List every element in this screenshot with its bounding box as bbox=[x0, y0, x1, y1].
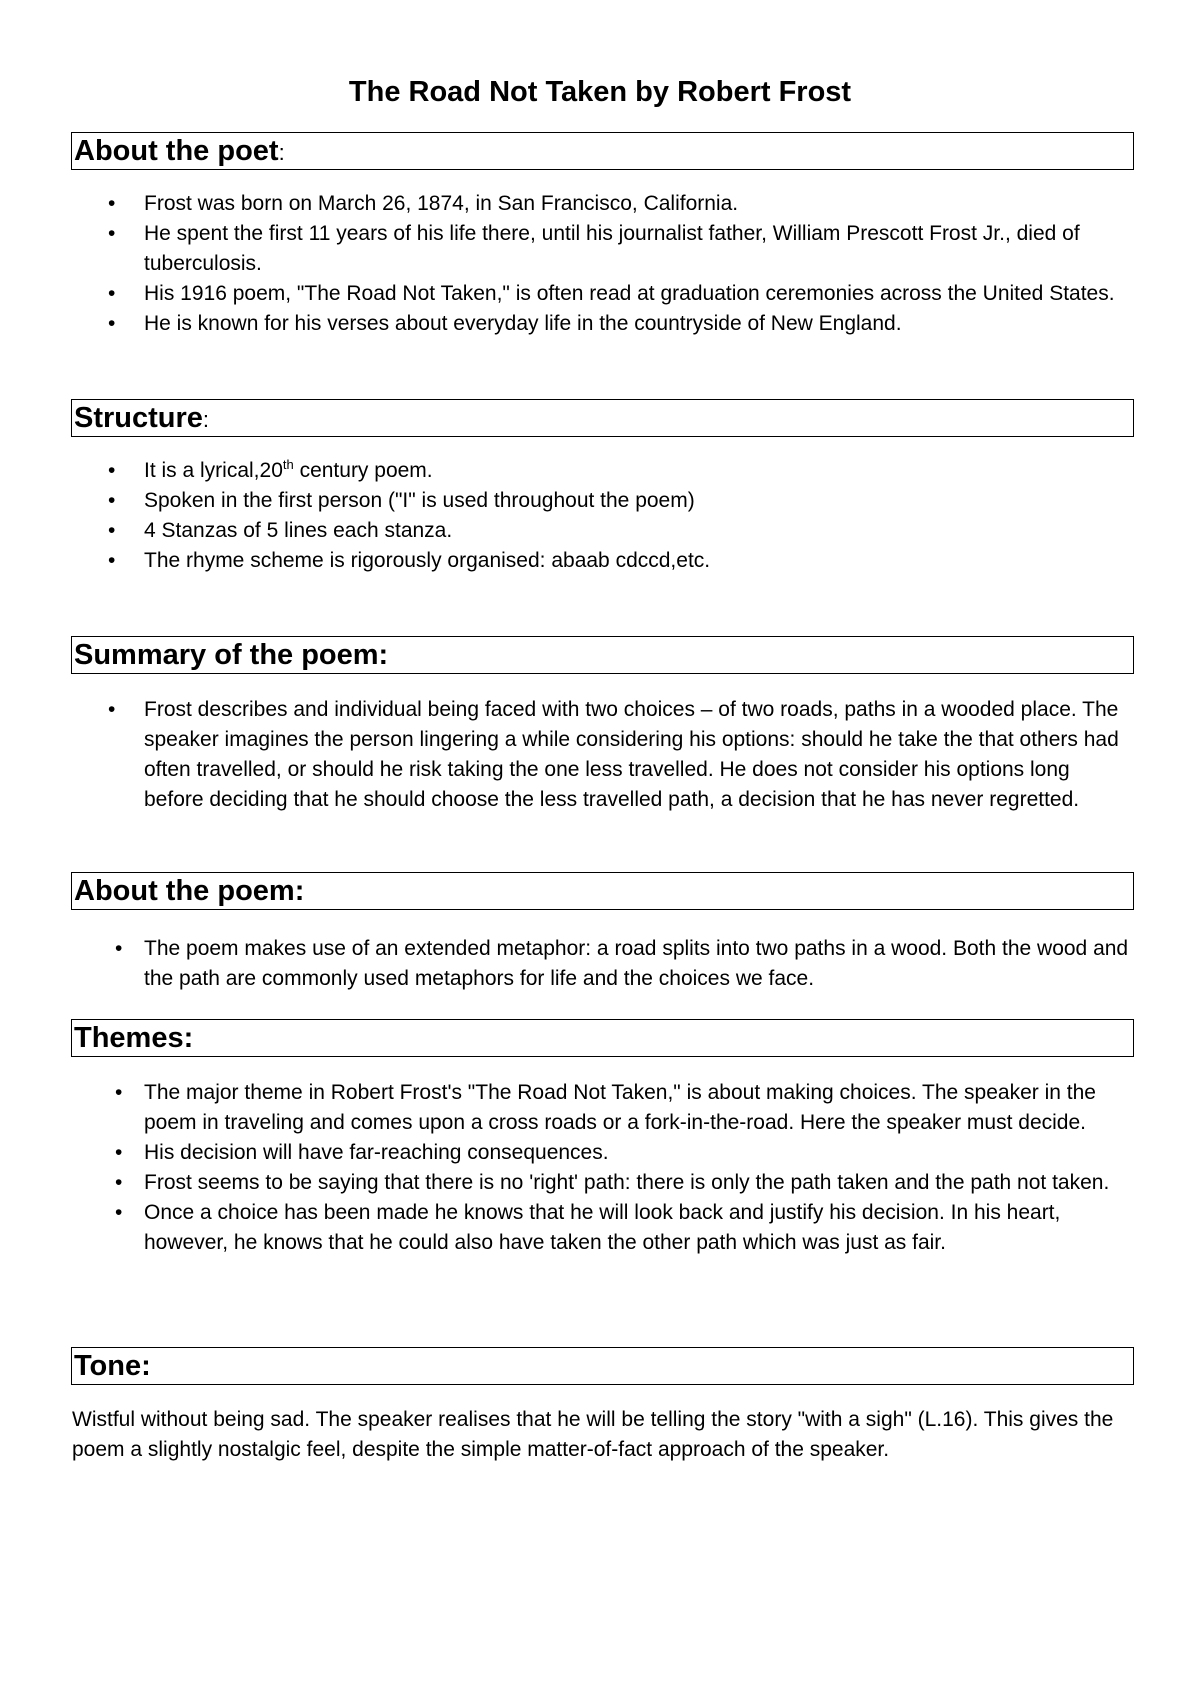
heading-colon: : bbox=[278, 140, 285, 165]
section-heading-summary bbox=[71, 636, 1134, 674]
bullet-icon: • bbox=[115, 1141, 123, 1164]
section-heading-about-poet bbox=[71, 132, 1134, 170]
heading-colon: : bbox=[202, 407, 210, 432]
list-item: • His 1916 poem, "The Road Not Taken," is often read at graduation ceremonies across the United States. bbox=[0, 279, 1129, 309]
bullet-icon: • bbox=[108, 282, 116, 305]
section-heading-about-poem bbox=[71, 872, 1134, 910]
list-item: • Once a choice has been made he knows that he will look back and justify his decision. In his heart, however, he knows that he could also have taken the other path which was just as fair. bbox=[0, 1198, 1129, 1258]
list-item: • It is a lyrical,20th century poem. bbox=[0, 456, 1129, 486]
document-title: The Road Not Taken by Robert Frost bbox=[348, 76, 852, 108]
list-item: • Frost describes and individual being faced with two choices – of two roads, paths in a wooded place. The speaker imagines the person lingering a while considering his options: should he take the that others had often travelled, or should he risk taking the one less travelled. He does not consider his options long before deciding that he should choose the less travelled path, a decision that he has never regretted. bbox=[0, 695, 1129, 815]
about-poem-list bbox=[0, 934, 1200, 994]
list-item: • Frost was born on March 26, 1874, in San Francisco, California. bbox=[0, 189, 1129, 219]
bullet-icon: • bbox=[108, 192, 116, 215]
bullet-icon: • bbox=[108, 312, 116, 335]
bullet-icon: • bbox=[115, 1081, 123, 1104]
bullet-icon: • bbox=[115, 1201, 123, 1224]
list-item: • 4 Stanzas of 5 lines each stanza. bbox=[0, 516, 1129, 546]
bullet-icon: • bbox=[108, 549, 116, 572]
bullet-icon: • bbox=[108, 519, 116, 542]
bullet-icon: • bbox=[108, 222, 116, 245]
list-item: • The poem makes use of an extended metaphor: a road splits into two paths in a wood. Both the wood and the path are commonly used metaphors for life and the choices we face. bbox=[0, 934, 1134, 994]
section-heading-structure bbox=[71, 399, 1134, 437]
list-item: • The rhyme scheme is rigorously organised: abaab cdccd,etc. bbox=[0, 546, 1129, 576]
about-poet-list bbox=[0, 189, 1200, 339]
bullet-icon: • bbox=[108, 489, 116, 512]
heading-text: Themes: bbox=[74, 1022, 194, 1054]
bullet-icon: • bbox=[115, 937, 123, 960]
summary-list bbox=[0, 695, 1200, 815]
list-item: • His decision will have far-reaching consequences. bbox=[0, 1138, 1129, 1168]
tone-paragraph: Wistful without being sad. The speaker realises that he will be telling the story "with a sigh" (L.16). This gives the poem a slightly nostalgic feel, despite the simple matter-of-fact approach of the speaker. bbox=[72, 1408, 1114, 1461]
section-heading-themes bbox=[71, 1019, 1134, 1057]
heading-text: Tone: bbox=[74, 1350, 151, 1382]
list-item: • He spent the first 11 years of his life there, until his journalist father, William Prescott Frost Jr., died of tuberculosis. bbox=[0, 219, 1129, 279]
list-item: • He is known for his verses about everyday life in the countryside of New England. bbox=[0, 309, 1129, 339]
list-item: • Frost seems to be saying that there is no 'right' path: there is only the path taken and the path not taken. bbox=[0, 1168, 1129, 1198]
heading-text: About the poet bbox=[74, 135, 279, 167]
bullet-icon: • bbox=[108, 698, 116, 721]
heading-text: Summary of the poem: bbox=[74, 639, 389, 671]
section-heading-tone bbox=[71, 1347, 1134, 1385]
themes-list bbox=[0, 1078, 1200, 1258]
list-item: • Spoken in the first person ("I" is used throughout the poem) bbox=[0, 486, 1129, 516]
heading-text: About the poem: bbox=[74, 875, 305, 907]
heading-text: Structure bbox=[74, 402, 203, 434]
list-item: • The major theme in Robert Frost's "The Road Not Taken," is about making choices. The speaker in the poem in traveling and comes upon a cross roads or a fork-in-the-road. Here the speaker must decide. bbox=[0, 1078, 1129, 1138]
bullet-icon: • bbox=[108, 459, 116, 482]
structure-list bbox=[0, 456, 1200, 576]
bullet-icon: • bbox=[115, 1171, 123, 1194]
